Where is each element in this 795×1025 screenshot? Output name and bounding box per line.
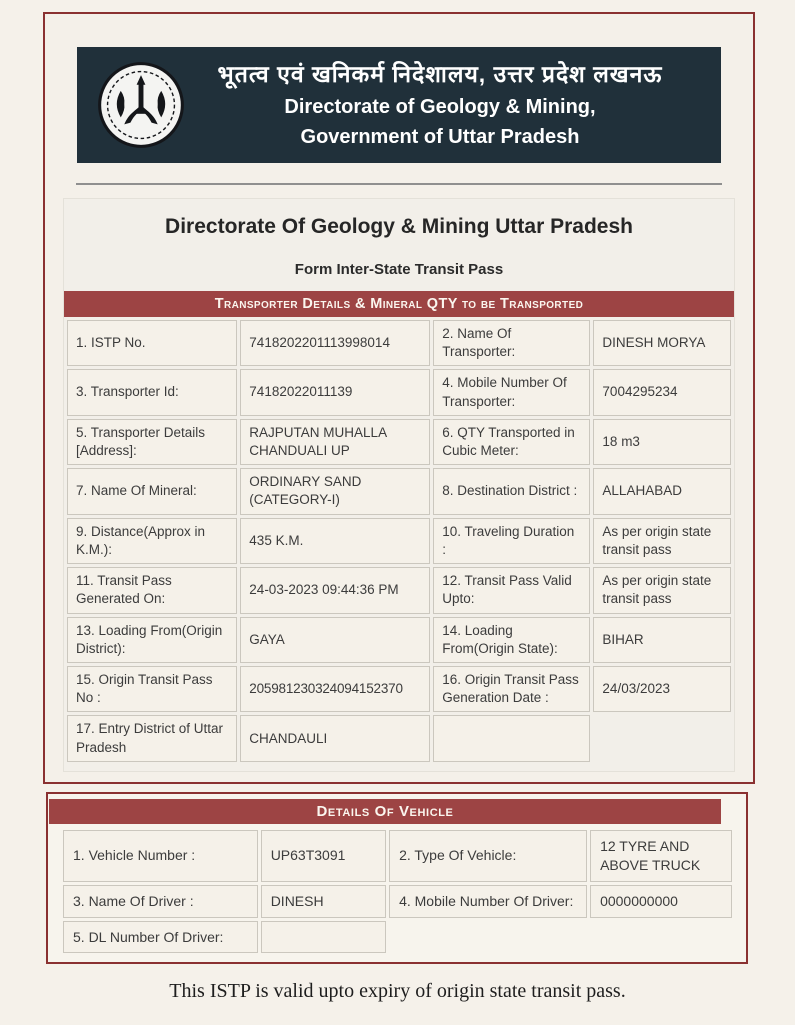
transporter-section-header: Transporter Details & Mineral QTY to be Transported — [64, 291, 734, 317]
empty-cell — [590, 921, 732, 954]
empty-cell — [593, 715, 731, 761]
vehicle-table-wrap — [60, 827, 735, 957]
field-label: 8. Destination District : — [433, 468, 590, 514]
field-label: 14. Loading From(Origin State): — [433, 617, 590, 663]
banner-title-english-line2: Government of Uttar Pradesh — [300, 125, 580, 148]
field-label: 5. Transporter Details [Address]: — [67, 419, 237, 465]
field-value: 7004295234 — [593, 369, 731, 415]
field-label: 3. Name Of Driver : — [63, 885, 258, 918]
field-value: 12 TYRE AND ABOVE TRUCK — [590, 830, 732, 882]
field-label: 3. Transporter Id: — [67, 369, 237, 415]
field-label: 2. Name Of Transporter: — [433, 320, 590, 366]
field-label: 16. Origin Transit Pass Generation Date : — [433, 666, 590, 712]
divider — [76, 183, 722, 185]
table-row — [67, 419, 731, 465]
field-value: RAJPUTAN MUHALLA CHANDUALI UP — [240, 419, 430, 465]
government-banner — [77, 47, 721, 163]
field-value-empty — [433, 715, 590, 761]
form-subtitle: Form Inter-State Transit Pass — [294, 260, 504, 278]
field-value: BIHAR — [593, 617, 731, 663]
field-label: 1. ISTP No. — [67, 320, 237, 366]
field-value: 74182022011139 — [240, 369, 430, 415]
vehicle-section-header: Details Of Vehicle — [49, 799, 721, 824]
field-value: As per origin state transit pass — [593, 518, 731, 564]
field-label: 5. DL Number Of Driver: — [63, 921, 258, 954]
field-label: 1. Vehicle Number : — [63, 830, 258, 882]
table-row — [67, 369, 731, 415]
field-value: As per origin state transit pass — [593, 567, 731, 613]
field-value: UP63T3091 — [261, 830, 386, 882]
field-label: 12. Transit Pass Valid Upto: — [433, 567, 590, 613]
field-label: 15. Origin Transit Pass No : — [67, 666, 237, 712]
field-label: 6. QTY Transported in Cubic Meter: — [433, 419, 590, 465]
vehicle-details-box — [46, 792, 748, 965]
field-value: 24-03-2023 09:44:36 PM — [240, 567, 430, 613]
field-value: ALLAHABAD — [593, 468, 731, 514]
field-label: 17. Entry District of Uttar Pradesh — [67, 715, 237, 761]
field-value: 205981230324094152370 — [240, 666, 430, 712]
vehicle-details-table — [60, 827, 735, 957]
field-value: CHANDAULI — [240, 715, 430, 761]
table-row — [63, 830, 732, 882]
table-row — [67, 666, 731, 712]
field-label: 2. Type Of Vehicle: — [389, 830, 587, 882]
validity-note: This ISTP is valid upto expiry of origin state transit pass. — [169, 980, 626, 1003]
field-value-empty — [261, 921, 386, 954]
table-row — [63, 921, 732, 954]
table-row — [67, 518, 731, 564]
form-panel — [63, 198, 735, 772]
field-label: 13. Loading From(Origin District): — [67, 617, 237, 663]
transporter-details-table — [64, 317, 734, 765]
field-value: ORDINARY SAND (CATEGORY-I) — [240, 468, 430, 514]
field-value: 7418202201113998014 — [240, 320, 430, 366]
banner-text-block — [187, 60, 703, 150]
field-label: 4. Mobile Number Of Driver: — [389, 885, 587, 918]
field-value: GAYA — [240, 617, 430, 663]
banner-title-english-line1: Directorate of Geology & Mining, — [284, 95, 596, 118]
field-label: 10. Traveling Duration : — [433, 518, 590, 564]
field-value: DINESH — [261, 885, 386, 918]
table-row — [67, 468, 731, 514]
field-value: DINESH MORYA — [593, 320, 731, 366]
transit-pass-document — [43, 12, 755, 784]
field-value: 24/03/2023 — [593, 666, 731, 712]
up-emblem-logo-icon — [95, 61, 187, 149]
field-value: 18 m3 — [593, 419, 731, 465]
table-row — [67, 320, 731, 366]
page-title: Directorate Of Geology & Mining Uttar Pradesh — [165, 214, 633, 238]
field-label: 7. Name Of Mineral: — [67, 468, 237, 514]
table-row — [67, 567, 731, 613]
field-label: 4. Mobile Number Of Transporter: — [433, 369, 590, 415]
table-row — [63, 885, 732, 918]
banner-title-hindi: भूतत्व एवं खनिकर्म निदेशालय, उत्तर प्रदेश लखनऊ — [217, 61, 663, 87]
field-label: 11. Transit Pass Generated On: — [67, 567, 237, 613]
table-row — [67, 715, 731, 761]
up-emblem-svg — [97, 61, 185, 149]
field-label: 9. Distance(Approx in K.M.): — [67, 518, 237, 564]
field-value: 0000000000 — [590, 885, 732, 918]
empty-cell — [389, 921, 587, 954]
field-value: 435 K.M. — [240, 518, 430, 564]
table-row — [67, 617, 731, 663]
